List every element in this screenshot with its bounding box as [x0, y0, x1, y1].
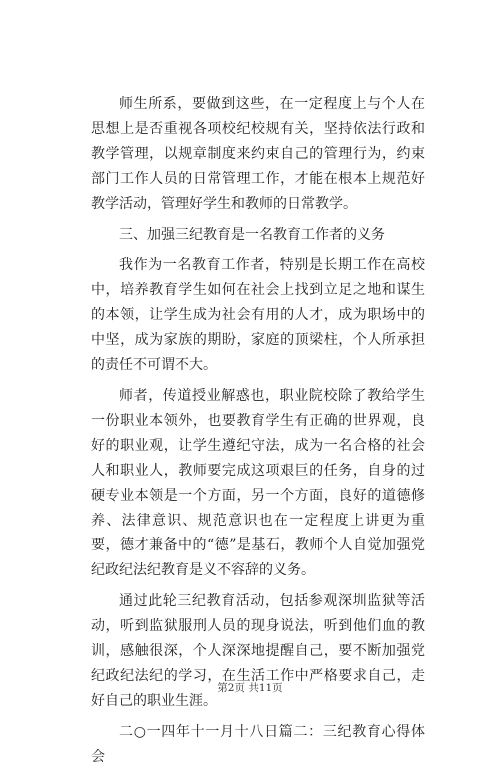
date-and-next-title: 二○一四年十一月十八日篇二：三纪教育心得体会 — [91, 723, 425, 765]
page-footer: 第2页 共11页 — [217, 682, 283, 694]
paragraph: 师生所系，要做到这些，在一定程度上与个人在思想上是否重视各项校纪校规有关，坚持依法行政和教学管理，以规章制度来约束自己的管理行为，约束部门工作人员的日常管理工作，才能在根本上规范好教学活动，管理好学生和教师的日常教学。 — [91, 96, 425, 212]
paragraph: 师者，传道授业解惑也，职业院校除了教给学生一份职业本领外，也要教育学生有正确的世界观，良好的职业观，让学生遵纪守法，成为一名合格的社会人和职业人，教师要完成这项艰巨的任务，自身的过硬专业本领是一个方面，另一个方面，良好的道德修养、法律意识、规范意识也在一定程度上讲更为重要，德才兼备中的“德”是基石，教师个人自觉加强党纪政纪法纪教育是义不容辞的义务。 — [91, 387, 425, 579]
section-heading: 三、加强三纪教育是一名教育工作者的义务 — [119, 226, 385, 243]
document-body — [91, 92, 425, 776]
paragraph: 通过此轮三纪教育活动，包括参观深圳监狱等活动，听到监狱服刑人员的现身说法，听到他们血的教训，感触很深，个人深深地提醒自己，要不断加强党纪政纪法纪的学习，在生活工作中严格要求自己，走好自己的职业生涯。 — [91, 593, 425, 709]
paragraph: 我作为一名教育工作者，特别是长期工作在高校中，培养教育学生如何在社会上找到立足之地和谋生的本领，让学生成为社会有用的人才，成为职场中的中坚，成为家族的期盼，家庭的顶梁柱，个人所承担的责任不可谓不大。 — [91, 257, 425, 374]
